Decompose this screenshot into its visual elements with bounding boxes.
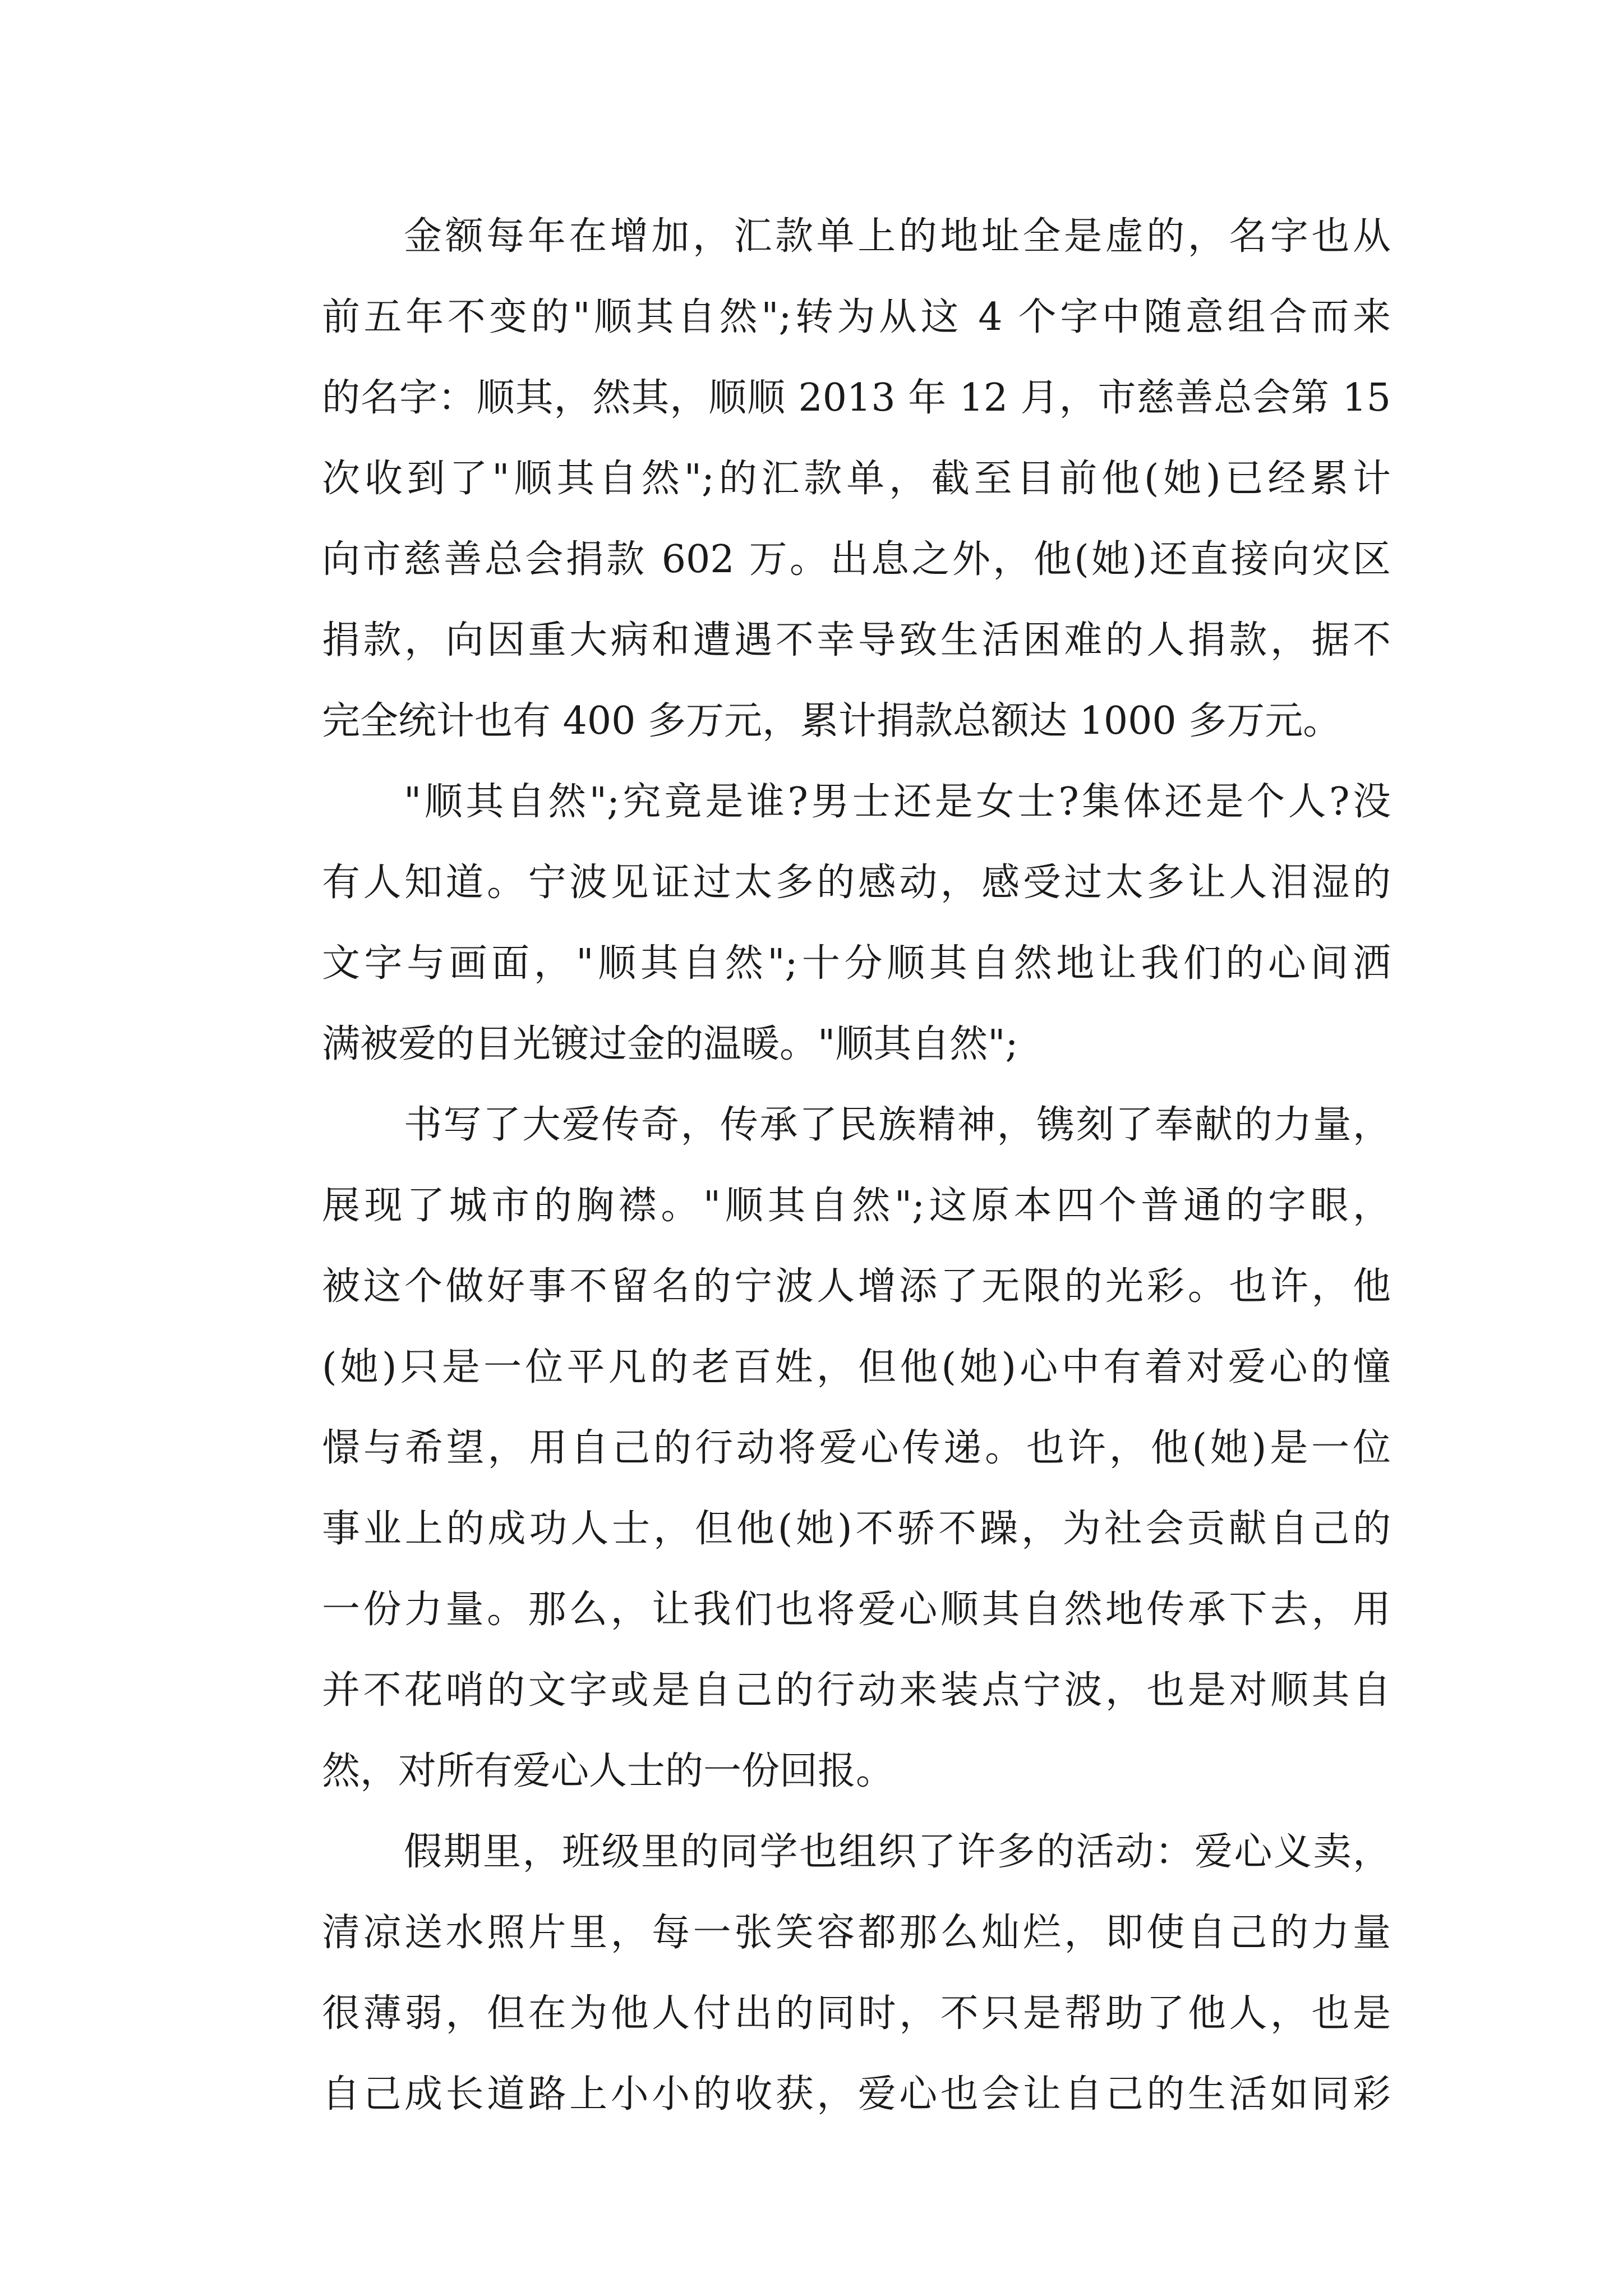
text-line: 然，对所有爱心人士的一份回报。 [322, 1749, 895, 1793]
text-line: 很薄弱，但在为他人付出的同时，不只是帮助了他人，也是 [322, 1991, 1391, 2036]
text-line: 书写了大爱传奇，传承了民族精神，镌刻了奉献的力量， [404, 1103, 1391, 1147]
text-line: 前五年不变的"顺其自然";转为从这 4 个字中随意组合而来 [322, 295, 1391, 339]
text-line: (她)只是一位平凡的老百姓，但他(她)心中有着对爱心的憧 [322, 1345, 1391, 1389]
text-line: 向市慈善总会捐款 602 万。出息之外，他(她)还直接向灾区 [322, 537, 1391, 582]
text-line: 憬与希望，用自己的行动将爱心传递。也许，他(她)是一位 [322, 1426, 1391, 1470]
text-line: 次收到了"顺其自然";的汇款单，截至目前他(她)已经累计 [322, 457, 1391, 501]
text-line: "顺其自然";究竟是谁?男士还是女士?集体还是个人?没 [404, 780, 1391, 824]
text-line: 捐款，向因重大病和遭遇不幸导致生活困难的人捐款，据不 [322, 618, 1391, 662]
document-body [246, 196, 1391, 2135]
paragraph-1 [246, 196, 1391, 762]
paragraph-4 [246, 1812, 1391, 2135]
text-line: 满被爱的目光镀过金的温暖。"顺其自然"; [322, 1022, 1018, 1066]
text-line: 并不花哨的文字或是自己的行动来装点宁波，也是对顺其自 [322, 1668, 1391, 1713]
text-line: 的名字：顺其，然其，顺顺 2013 年 12 月，市慈善总会第 15 [322, 376, 1391, 420]
text-line: 被这个做好事不留名的宁波人增添了无限的光彩。也许，他 [322, 1264, 1391, 1309]
text-line: 完全统计也有 400 多万元，累计捐款总额达 1000 多万元。 [322, 699, 1341, 743]
text-line: 金额每年在增加，汇款单上的地址全是虚的，名字也从 [404, 214, 1391, 259]
text-line: 一份力量。那么，让我们也将爱心顺其自然地传承下去，用 [322, 1588, 1391, 1632]
text-line: 事业上的成功人士，但他(她)不骄不躁，为社会贡献自己的 [322, 1507, 1391, 1551]
text-line: 清凉送水照片里，每一张笑容都那么灿烂，即使自己的力量 [322, 1911, 1391, 1955]
text-line: 文字与画面，"顺其自然";十分顺其自然地让我们的心间洒 [322, 941, 1391, 986]
text-line: 假期里，班级里的同学也组织了许多的活动：爱心义卖， [404, 1830, 1391, 1874]
text-line: 自己成长道路上小小的收获，爱心也会让自己的生活如同彩 [322, 2072, 1391, 2116]
text-line: 展现了城市的胸襟。"顺其自然";这原本四个普通的字眼， [322, 1184, 1391, 1228]
text-line: 有人知道。宁波见证过太多的感动，感受过太多让人泪湿的 [322, 861, 1391, 905]
paragraph-3 [246, 1085, 1391, 1812]
paragraph-2 [246, 762, 1391, 1085]
